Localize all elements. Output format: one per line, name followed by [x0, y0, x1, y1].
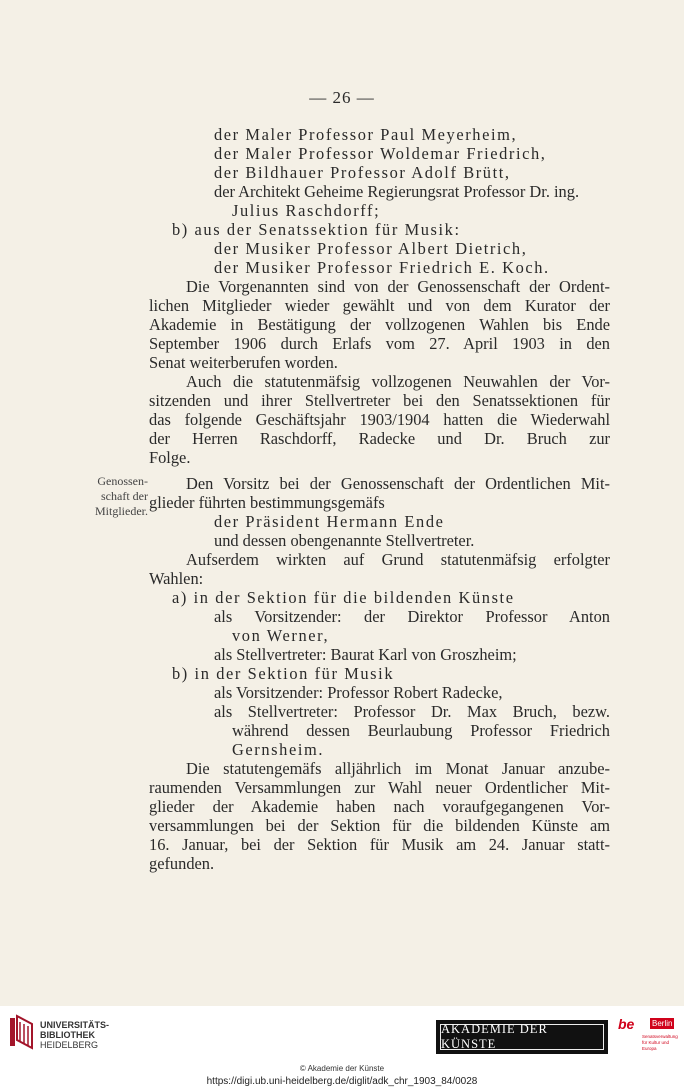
university-library-name[interactable]: [40, 1020, 109, 1050]
text-line: der Maler Professor Paul Meyerheim,: [214, 125, 518, 144]
text-line: Senat weiterberufen worden.: [149, 353, 338, 372]
page-number: — 26 —: [309, 88, 375, 107]
library-line: HEIDELBERG: [40, 1040, 99, 1050]
library-line: UNIVERSITÄTS-: [40, 1020, 110, 1030]
text-line: lichen Mitglieder wieder gewählt und von dem Kurator der: [149, 296, 610, 315]
margin-note-line: schaft der: [101, 489, 148, 503]
copyright-text: © Akademie der Künste: [299, 1064, 385, 1073]
text-line: Auch die statutenmäfsig vollzogenen Neuwahlen der Vor-: [186, 372, 610, 391]
text-line: Aufserdem wirkten auf Grund statutenmäfsig erfolgter: [186, 550, 610, 569]
text-line: raumenden Versammlungen zur Wahl neuer Ordentlicher Mit-: [149, 778, 610, 797]
text-line: als Stellvertreter: Baurat Karl von Groszheim;: [214, 645, 517, 664]
text-line: b) aus der Senatssektion für Musik:: [172, 220, 461, 239]
text-line: der Musiker Professor Friedrich E. Koch.: [214, 258, 550, 277]
text-line: Die statutengemäfs alljährlich im Monat Januar anzube-: [186, 759, 610, 778]
text-line: 16. Januar, bei der Sektion für Musik am 24. Januar statt-: [149, 835, 610, 854]
text-line: der Präsident Hermann Ende: [214, 512, 445, 531]
berlin-senate-logo[interactable]: [616, 1016, 676, 1056]
text-line: Julius Raschdorff;: [232, 201, 381, 220]
text-line: als Vorsitzender: Professor Robert Radecke,: [214, 683, 503, 702]
berlin-badge: Berlin: [652, 1019, 673, 1028]
text-line: von Werner,: [232, 626, 330, 645]
text-line: Gernsheim.: [232, 740, 325, 759]
berlin-subtitle: Senatsverwaltung für Kultur und Europa: [642, 1034, 678, 1051]
text-line: der Musiker Professor Albert Dietrich,: [214, 239, 528, 258]
university-library-logo-icon[interactable]: [8, 1014, 38, 1050]
permalink-url[interactable]: https://digi.ub.uni-heidelberg.de/diglit/adk_chr_1903_84/0028: [206, 1076, 478, 1087]
text-line: Folge.: [149, 448, 191, 467]
text-line: b) in der Sektion für Musik: [172, 664, 395, 683]
text-line: a) in der Sektion für die bildenden Künste: [172, 588, 515, 607]
text-line: Die Vorgenannten sind von der Genossenschaft der Ordent-: [186, 277, 610, 296]
academy-label: AKADEMIE DER KÜNSTE: [440, 1024, 604, 1050]
margin-note-line: Genossen-: [97, 474, 148, 488]
text-line: der Bildhauer Professor Adolf Brütt,: [214, 163, 511, 182]
text-line: der Architekt Geheime Regierungsrat Professor Dr. ing.: [214, 182, 580, 201]
library-line: BIBLIOTHEK: [40, 1030, 95, 1040]
text-line: Wahlen:: [149, 569, 204, 588]
text-line: der Herren Raschdorff, Radecke und Dr. Bruch zur: [149, 429, 610, 448]
text-line: versammlungen bei der Sektion für die bildenden Künste am: [149, 816, 610, 835]
text-line: der Maler Professor Woldemar Friedrich,: [214, 144, 547, 163]
academy-logo[interactable]: [436, 1020, 608, 1054]
text-line: als Stellvertreter: Professor Dr. Max Bruch, bezw.: [214, 702, 610, 721]
margin-note: [78, 474, 148, 519]
margin-note-line: Mitglieder.: [95, 504, 148, 518]
text-line: und dessen obengenannte Stellvertreter.: [214, 531, 475, 550]
text-line: als Vorsitzender: der Direktor Professor Anton: [214, 607, 610, 626]
text-line: das folgende Geschäftsjahr 1903/1904 hatten die Wiederwahl: [149, 410, 610, 429]
berlin-be-mark: be: [618, 1016, 635, 1032]
text-line: sitzenden und ihrer Stellvertreter bei den Senatssektionen für: [149, 391, 610, 410]
text-line: glieder führten bestimmungsgemäfs: [149, 493, 385, 512]
text-line: während dessen Beurlaubung Professor Friedrich: [232, 721, 610, 740]
text-line: Den Vorsitz bei der Genossenschaft der Ordentlichen Mit-: [186, 474, 610, 493]
text-line: September 1906 durch Erlafs vom 27. April 1903 in den: [149, 334, 610, 353]
text-line: glieder der Akademie haben nach voraufgegangenen Vor-: [149, 797, 610, 816]
viewer-footer: [0, 1006, 684, 1091]
text-line: Akademie in Bestätigung der vollzogenen Wahlen bis Ende: [149, 315, 610, 334]
text-line: gefunden.: [149, 854, 215, 873]
